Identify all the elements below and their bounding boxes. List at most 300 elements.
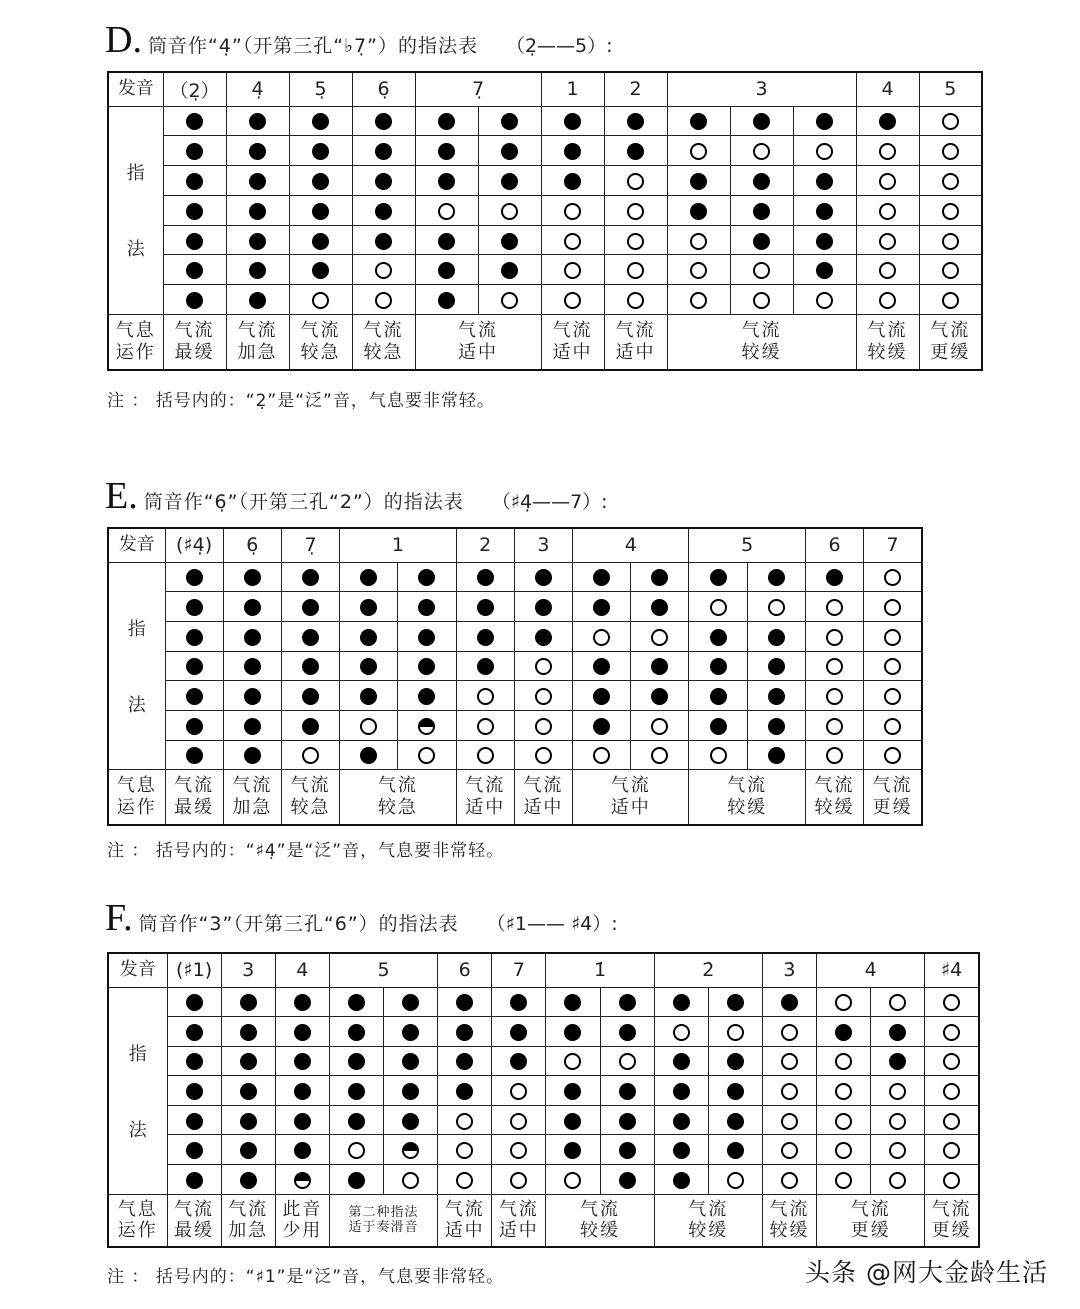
open-hole-icon <box>477 718 494 735</box>
pitch-header: 4 <box>856 72 919 106</box>
hole-cell <box>919 106 982 136</box>
closed-hole-icon <box>710 718 727 735</box>
hole-cell <box>925 1105 979 1135</box>
closed-hole-icon <box>727 1113 744 1130</box>
fingering-table-f <box>107 952 980 1248</box>
hole-cell <box>689 651 747 681</box>
hole-cell <box>689 710 747 740</box>
hole-cell <box>398 621 456 651</box>
hole-cell <box>805 621 863 651</box>
closed-hole-icon <box>727 994 744 1011</box>
closed-hole-icon <box>438 292 455 309</box>
hole-cell <box>667 225 730 255</box>
pitch-header: 4̇ <box>817 953 925 987</box>
open-hole-icon <box>835 1142 852 1159</box>
hole-row <box>108 225 982 255</box>
section-d-title <box>105 18 613 62</box>
hole-cell <box>730 225 793 255</box>
open-hole-icon <box>456 1142 473 1159</box>
closed-hole-icon <box>244 688 261 705</box>
hole-cell <box>817 987 871 1017</box>
closed-hole-icon <box>673 1113 690 1130</box>
open-hole-icon <box>375 262 392 279</box>
open-hole-icon <box>627 233 644 250</box>
closed-hole-icon <box>627 143 644 160</box>
hole-cell <box>492 1165 546 1195</box>
hole-cell <box>864 651 922 681</box>
hole-cell <box>925 1017 979 1047</box>
hole-cell <box>654 1135 708 1165</box>
pitch-header: 3̇ <box>762 953 816 987</box>
hole-cell <box>352 166 415 196</box>
hole-cell <box>384 1165 438 1195</box>
open-hole-icon <box>943 994 960 1011</box>
hole-cell <box>573 592 631 622</box>
hole-cell <box>352 106 415 136</box>
hole-cell <box>340 681 398 711</box>
hole-cell <box>415 166 478 196</box>
closed-hole-icon <box>651 599 668 616</box>
open-hole-icon <box>627 292 644 309</box>
closed-hole-icon <box>312 203 329 220</box>
closed-hole-icon <box>727 1083 744 1100</box>
closed-hole-icon <box>186 292 203 309</box>
closed-hole-icon <box>244 658 261 675</box>
open-hole-icon <box>942 203 959 220</box>
pitch-header: ♯4̇ <box>925 953 979 987</box>
open-hole-icon <box>348 1142 365 1159</box>
closed-hole-icon <box>768 688 785 705</box>
section-range: （♯4̣——7）: <box>491 491 608 513</box>
closed-hole-icon <box>501 233 518 250</box>
fingering-label-char: 法 <box>127 694 146 716</box>
breath-cell: 气流 适中 <box>438 1194 492 1247</box>
hole-cell <box>689 681 747 711</box>
hole-cell <box>817 1076 871 1106</box>
open-hole-icon <box>753 262 770 279</box>
closed-hole-icon <box>564 173 581 190</box>
hole-cell <box>856 106 919 136</box>
hole-cell <box>165 562 223 592</box>
hole-cell <box>573 710 631 740</box>
hole-cell <box>817 1135 871 1165</box>
breath-cell: 气流 适中 <box>415 315 541 370</box>
hole-cell <box>805 592 863 622</box>
open-hole-icon <box>889 1083 906 1100</box>
hole-cell <box>438 1046 492 1076</box>
hole-cell <box>398 710 456 740</box>
open-hole-icon <box>879 143 896 160</box>
closed-hole-icon <box>375 233 392 250</box>
hole-cell <box>384 1017 438 1047</box>
closed-hole-icon <box>816 262 833 279</box>
closed-hole-icon <box>889 1053 906 1070</box>
hole-cell <box>546 1076 600 1106</box>
hole-cell <box>708 1165 762 1195</box>
closed-hole-icon <box>501 173 518 190</box>
open-hole-icon <box>673 1024 690 1041</box>
hole-cell <box>573 562 631 592</box>
hole-cell <box>864 681 922 711</box>
hole-cell <box>226 106 289 136</box>
hole-cell <box>604 285 667 315</box>
breath-cell: 气流 适中 <box>604 315 667 370</box>
closed-hole-icon <box>312 143 329 160</box>
hole-cell <box>165 592 223 622</box>
hole-cell <box>762 1165 816 1195</box>
closed-hole-icon <box>418 658 435 675</box>
hole-cell <box>167 1017 221 1047</box>
hole-cell <box>925 1165 979 1195</box>
hole-cell <box>165 651 223 681</box>
closed-hole-icon <box>302 599 319 616</box>
closed-hole-icon <box>477 658 494 675</box>
hole-cell <box>281 740 339 770</box>
closed-hole-icon <box>348 1113 365 1130</box>
open-hole-icon <box>627 203 644 220</box>
open-hole-icon <box>402 1172 419 1189</box>
open-hole-icon <box>312 292 329 309</box>
breath-cell: 气流 较缓 <box>805 770 863 825</box>
closed-hole-icon <box>564 113 581 130</box>
hole-cell <box>871 1165 925 1195</box>
hole-cell <box>817 1046 871 1076</box>
closed-hole-icon <box>768 718 785 735</box>
pitch-header: 3 <box>667 72 856 106</box>
hole-cell <box>762 1105 816 1135</box>
open-hole-icon <box>477 688 494 705</box>
closed-hole-icon <box>186 113 203 130</box>
breath-cell: 气流 较急 <box>352 315 415 370</box>
open-hole-icon <box>593 747 610 764</box>
closed-hole-icon <box>438 262 455 279</box>
section-f-title <box>105 896 618 940</box>
open-hole-icon <box>889 1113 906 1130</box>
closed-hole-icon <box>402 1053 419 1070</box>
open-hole-icon <box>835 1083 852 1100</box>
hole-cell <box>546 1165 600 1195</box>
open-hole-icon <box>781 1172 798 1189</box>
hole-cell <box>275 1165 329 1195</box>
hole-cell <box>747 740 805 770</box>
hole-cell <box>398 592 456 622</box>
pitch-header: 7̣ <box>415 72 541 106</box>
hole-cell <box>275 987 329 1017</box>
hole-row <box>108 255 982 285</box>
open-hole-icon <box>879 292 896 309</box>
closed-hole-icon <box>510 1024 527 1041</box>
pitch-header: 4̣ <box>226 72 289 106</box>
open-hole-icon <box>884 629 901 646</box>
pitch-row-label: 发音 <box>108 528 165 562</box>
closed-hole-icon <box>186 1142 203 1159</box>
hole-cell <box>281 592 339 622</box>
open-hole-icon <box>943 1083 960 1100</box>
hole-cell <box>221 1105 275 1135</box>
hole-cell <box>546 1046 600 1076</box>
closed-hole-icon <box>510 994 527 1011</box>
closed-hole-icon <box>438 173 455 190</box>
hole-cell <box>747 651 805 681</box>
pitch-header: 5 <box>689 528 805 562</box>
hole-cell <box>384 1135 438 1165</box>
hole-cell <box>223 740 281 770</box>
fingering-label-char: 指 <box>128 1043 147 1065</box>
closed-hole-icon <box>244 718 261 735</box>
fingering-label <box>108 106 163 315</box>
open-hole-icon <box>835 994 852 1011</box>
hole-cell <box>478 136 541 166</box>
open-hole-icon <box>942 143 959 160</box>
closed-hole-icon <box>186 658 203 675</box>
section-heading: 筒音作“3”（开第三孔“6”）的指法表 <box>138 913 459 935</box>
open-hole-icon <box>781 1113 798 1130</box>
open-hole-icon <box>781 1142 798 1159</box>
hole-cell <box>708 1046 762 1076</box>
hole-cell <box>541 106 604 136</box>
closed-hole-icon <box>375 113 392 130</box>
hole-cell <box>762 1076 816 1106</box>
hole-cell <box>514 562 572 592</box>
hole-cell <box>329 987 383 1017</box>
breath-row-label: 气息 运作 <box>108 315 163 370</box>
hole-cell <box>514 651 572 681</box>
closed-hole-icon <box>294 1053 311 1070</box>
hole-cell <box>289 285 352 315</box>
hole-cell <box>456 681 514 711</box>
hole-cell <box>223 651 281 681</box>
closed-hole-icon <box>294 1024 311 1041</box>
hole-cell <box>708 1076 762 1106</box>
open-hole-icon <box>418 747 435 764</box>
pitch-header-row <box>108 528 922 562</box>
closed-hole-icon <box>753 173 770 190</box>
closed-hole-icon <box>477 629 494 646</box>
closed-hole-icon <box>564 143 581 160</box>
section-range: （♯1—— ♯4̇）: <box>486 913 618 935</box>
closed-hole-icon <box>186 747 203 764</box>
open-hole-icon <box>943 1053 960 1070</box>
section-f-note: 注 ： 括号内的：“♯1”是“泛”音，气息要非常轻。 <box>107 1267 505 1287</box>
fingering-label <box>108 562 165 770</box>
hole-cell <box>919 225 982 255</box>
closed-hole-icon <box>418 688 435 705</box>
pitch-header: 7 <box>492 953 546 987</box>
closed-hole-icon <box>186 599 203 616</box>
closed-hole-icon <box>186 143 203 160</box>
breath-cell: 第二种指法 适于奏滑音 <box>329 1194 437 1247</box>
hole-cell <box>456 651 514 681</box>
closed-hole-icon <box>619 1172 636 1189</box>
breath-cell: 此音 少用 <box>275 1194 329 1247</box>
hole-cell <box>730 166 793 196</box>
open-hole-icon <box>727 1024 744 1041</box>
open-hole-icon <box>768 599 785 616</box>
hole-cell <box>762 1046 816 1076</box>
half-hole-icon <box>294 1172 311 1189</box>
hole-cell <box>805 681 863 711</box>
breath-cell: 气流 更缓 <box>925 1194 979 1247</box>
hole-row <box>108 1135 979 1165</box>
closed-hole-icon <box>402 1083 419 1100</box>
hole-row <box>108 136 982 166</box>
closed-hole-icon <box>535 569 552 586</box>
open-hole-icon <box>535 718 552 735</box>
hole-cell <box>747 681 805 711</box>
hole-cell <box>289 255 352 285</box>
closed-hole-icon <box>240 1053 257 1070</box>
hole-cell <box>329 1046 383 1076</box>
closed-hole-icon <box>240 1083 257 1100</box>
hole-cell <box>226 136 289 166</box>
fingering-label <box>108 987 167 1194</box>
open-hole-icon <box>942 233 959 250</box>
closed-hole-icon <box>619 1113 636 1130</box>
closed-hole-icon <box>710 688 727 705</box>
hole-row <box>108 1165 979 1195</box>
closed-hole-icon <box>768 747 785 764</box>
closed-hole-icon <box>535 599 552 616</box>
hole-cell <box>631 621 689 651</box>
hole-cell <box>747 562 805 592</box>
closed-hole-icon <box>312 113 329 130</box>
hole-cell <box>871 1105 925 1135</box>
hole-cell <box>167 1165 221 1195</box>
hole-cell <box>541 255 604 285</box>
hole-cell <box>226 285 289 315</box>
hole-cell <box>817 1165 871 1195</box>
closed-hole-icon <box>456 1083 473 1100</box>
closed-hole-icon <box>312 262 329 279</box>
hole-cell <box>604 225 667 255</box>
hole-cell <box>689 740 747 770</box>
closed-hole-icon <box>186 1172 203 1189</box>
hole-cell <box>793 255 856 285</box>
open-hole-icon <box>942 292 959 309</box>
hole-cell <box>223 710 281 740</box>
open-hole-icon <box>438 203 455 220</box>
hole-cell <box>689 562 747 592</box>
hole-cell <box>631 710 689 740</box>
hole-cell <box>340 651 398 681</box>
hole-cell <box>667 195 730 225</box>
hole-cell <box>167 1076 221 1106</box>
closed-hole-icon <box>673 1053 690 1070</box>
open-hole-icon <box>835 1113 852 1130</box>
hole-row <box>108 1105 979 1135</box>
closed-hole-icon <box>240 1142 257 1159</box>
breath-cell: 气流 较急 <box>289 315 352 370</box>
open-hole-icon <box>889 994 906 1011</box>
hole-cell <box>492 1135 546 1165</box>
closed-hole-icon <box>816 113 833 130</box>
hole-row <box>108 195 982 225</box>
closed-hole-icon <box>302 658 319 675</box>
breath-cell: 气流 更缓 <box>919 315 982 370</box>
hole-cell <box>708 1017 762 1047</box>
hole-cell <box>415 225 478 255</box>
section-d-note: 注 ： 括号内的：“2̣”是“泛”音，气息要非常轻。 <box>107 391 495 411</box>
open-hole-icon <box>651 629 668 646</box>
open-hole-icon <box>943 1142 960 1159</box>
open-hole-icon <box>884 747 901 764</box>
closed-hole-icon <box>186 233 203 250</box>
hole-cell <box>226 195 289 225</box>
hole-cell <box>747 710 805 740</box>
closed-hole-icon <box>651 569 668 586</box>
closed-hole-icon <box>302 629 319 646</box>
closed-hole-icon <box>186 1113 203 1130</box>
open-hole-icon <box>753 292 770 309</box>
hole-cell <box>631 740 689 770</box>
hole-cell <box>667 136 730 166</box>
closed-hole-icon <box>186 1053 203 1070</box>
hole-cell <box>438 1135 492 1165</box>
hole-cell <box>541 225 604 255</box>
hole-cell <box>384 1076 438 1106</box>
hole-cell <box>223 592 281 622</box>
hole-cell <box>514 740 572 770</box>
closed-hole-icon <box>186 629 203 646</box>
hole-cell <box>289 195 352 225</box>
closed-hole-icon <box>240 994 257 1011</box>
hole-cell <box>667 166 730 196</box>
closed-hole-icon <box>240 1024 257 1041</box>
hole-cell <box>329 1076 383 1106</box>
hole-cell <box>352 136 415 166</box>
closed-hole-icon <box>240 1113 257 1130</box>
closed-hole-icon <box>302 718 319 735</box>
breath-row <box>108 315 982 370</box>
pitch-header: 6̣ <box>223 528 281 562</box>
breath-cell: 气流 更缓 <box>817 1194 925 1247</box>
hole-cell <box>871 1046 925 1076</box>
open-hole-icon <box>510 1142 527 1159</box>
hole-cell <box>492 1076 546 1106</box>
closed-hole-icon <box>593 718 610 735</box>
open-hole-icon <box>710 747 727 764</box>
hole-cell <box>514 710 572 740</box>
hole-cell <box>456 562 514 592</box>
open-hole-icon <box>564 1172 581 1189</box>
closed-hole-icon <box>348 1083 365 1100</box>
hole-cell <box>654 1046 708 1076</box>
fingering-label-char: 指 <box>127 618 146 640</box>
open-hole-icon <box>781 1083 798 1100</box>
open-hole-icon <box>942 173 959 190</box>
hole-row <box>108 740 922 770</box>
open-hole-icon <box>535 747 552 764</box>
hole-cell <box>398 651 456 681</box>
hole-cell <box>456 621 514 651</box>
closed-hole-icon <box>627 113 644 130</box>
half-hole-icon <box>418 718 435 735</box>
hole-cell <box>546 987 600 1017</box>
hole-cell <box>478 285 541 315</box>
hole-cell <box>925 1135 979 1165</box>
hole-cell <box>856 166 919 196</box>
hole-cell <box>817 1105 871 1135</box>
hole-cell <box>708 1135 762 1165</box>
hole-cell <box>514 681 572 711</box>
breath-cell: 气流 较缓 <box>667 315 856 370</box>
closed-hole-icon <box>673 1083 690 1100</box>
closed-hole-icon <box>816 173 833 190</box>
hole-cell <box>478 195 541 225</box>
closed-hole-icon <box>402 1024 419 1041</box>
hole-cell <box>762 1135 816 1165</box>
breath-cell: 气流 适中 <box>573 770 689 825</box>
